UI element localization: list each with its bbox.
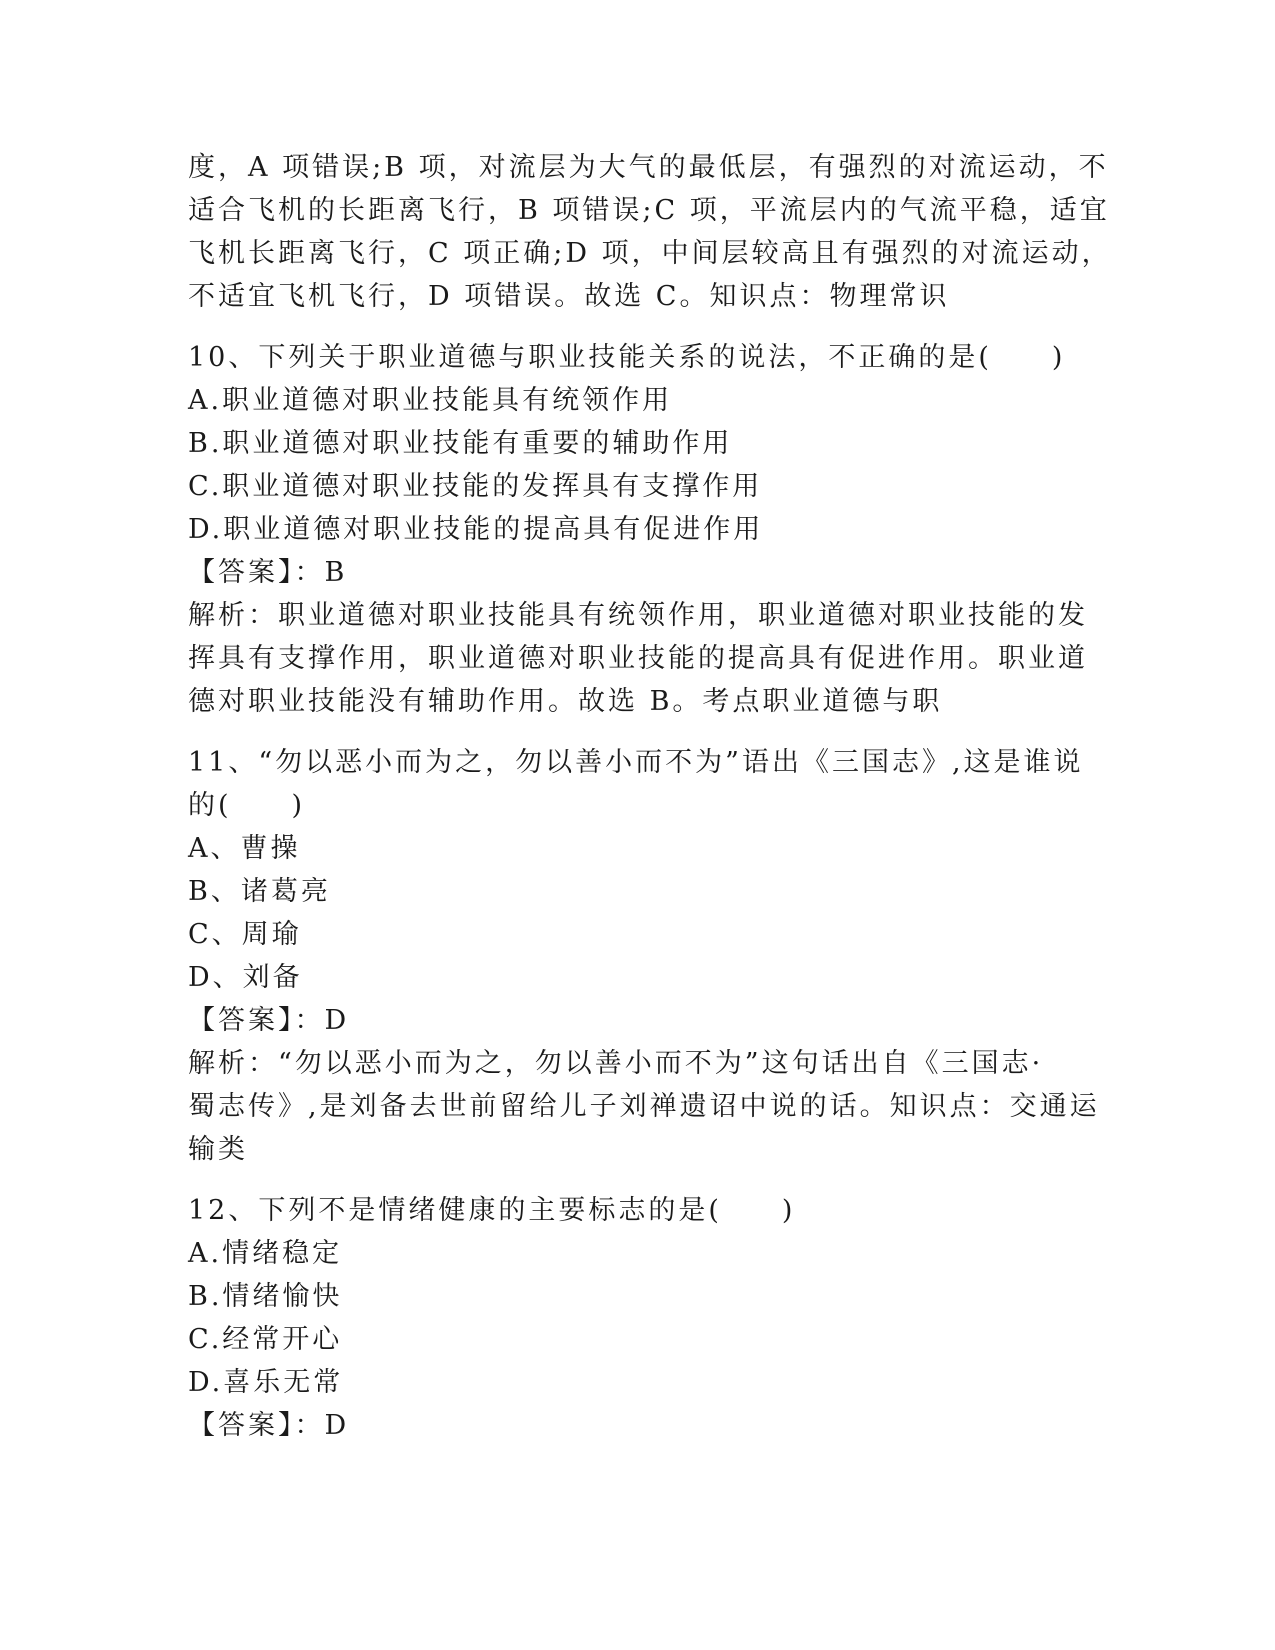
option-d: D、刘备 bbox=[188, 962, 303, 993]
question-12 bbox=[188, 1189, 1088, 1447]
explanation-line: 不适宜飞机飞行，D 项错误。故选 C。知识点：物理常识 bbox=[188, 281, 950, 312]
explanation-line: 飞机长距离飞行，C 项正确;D 项，中间层较高且有强烈的对流运动， bbox=[188, 238, 1112, 269]
explanation-line: 输类 bbox=[188, 1134, 248, 1165]
option-d: D.喜乐无常 bbox=[188, 1367, 344, 1398]
previous-explanation bbox=[188, 146, 1112, 318]
explanation-line: 挥具有支撑作用，职业道德对职业技能的提高具有促进作用。职业道 bbox=[188, 643, 1088, 674]
answer: 【答案】：D bbox=[188, 1005, 350, 1036]
explanation-line: 德对职业技能没有辅助作用。故选 B。考点职业道德与职 bbox=[188, 686, 943, 717]
option-c: C.经常开心 bbox=[188, 1324, 343, 1355]
option-d: D.职业道德对职业技能的提高具有促进作用 bbox=[188, 514, 764, 545]
explanation-line: 蜀志传》,是刘备去世前留给儿子刘禅遗诏中说的话。知识点：交通运 bbox=[188, 1091, 1100, 1122]
explanation-line: 度，A 项错误;B 项，对流层为大气的最低层，有强烈的对流运动，不 bbox=[188, 152, 1109, 183]
document-page bbox=[188, 146, 1112, 1447]
question-stem: 12、下列不是情绪健康的主要标志的是( ) bbox=[188, 1195, 796, 1226]
option-b: B、诸葛亮 bbox=[188, 876, 331, 907]
question-stem: 的( ) bbox=[188, 790, 306, 821]
option-a: A.职业道德对职业技能具有统领作用 bbox=[188, 385, 673, 416]
option-c: C.职业道德对职业技能的发挥具有支撑作用 bbox=[188, 471, 763, 502]
explanation-line: 解析：“勿以恶小而为之，勿以善小而不为”这句话出自《三国志· bbox=[188, 1048, 1044, 1079]
answer: 【答案】：B bbox=[188, 557, 348, 588]
question-stem: 10、下列关于职业道德与职业技能关系的说法，不正确的是( ) bbox=[188, 342, 1066, 373]
question-stem: 11、“勿以恶小而为之，勿以善小而不为”语出《三国志》,这是谁说 bbox=[188, 747, 1084, 778]
question-10 bbox=[188, 336, 1088, 723]
explanation-line: 适合飞机的长距离飞行，B 项错误;C 项，平流层内的气流平稳，适宜 bbox=[188, 195, 1110, 226]
option-a: A、曹操 bbox=[188, 833, 301, 864]
answer: 【答案】：D bbox=[188, 1410, 350, 1441]
option-c: C、周瑜 bbox=[188, 919, 302, 950]
question-11 bbox=[188, 741, 1100, 1171]
explanation-line: 解析：职业道德对职业技能具有统领作用，职业道德对职业技能的发 bbox=[188, 600, 1088, 631]
option-b: B.情绪愉快 bbox=[188, 1281, 343, 1312]
option-a: A.情绪稳定 bbox=[188, 1238, 343, 1269]
option-b: B.职业道德对职业技能有重要的辅助作用 bbox=[188, 428, 733, 459]
